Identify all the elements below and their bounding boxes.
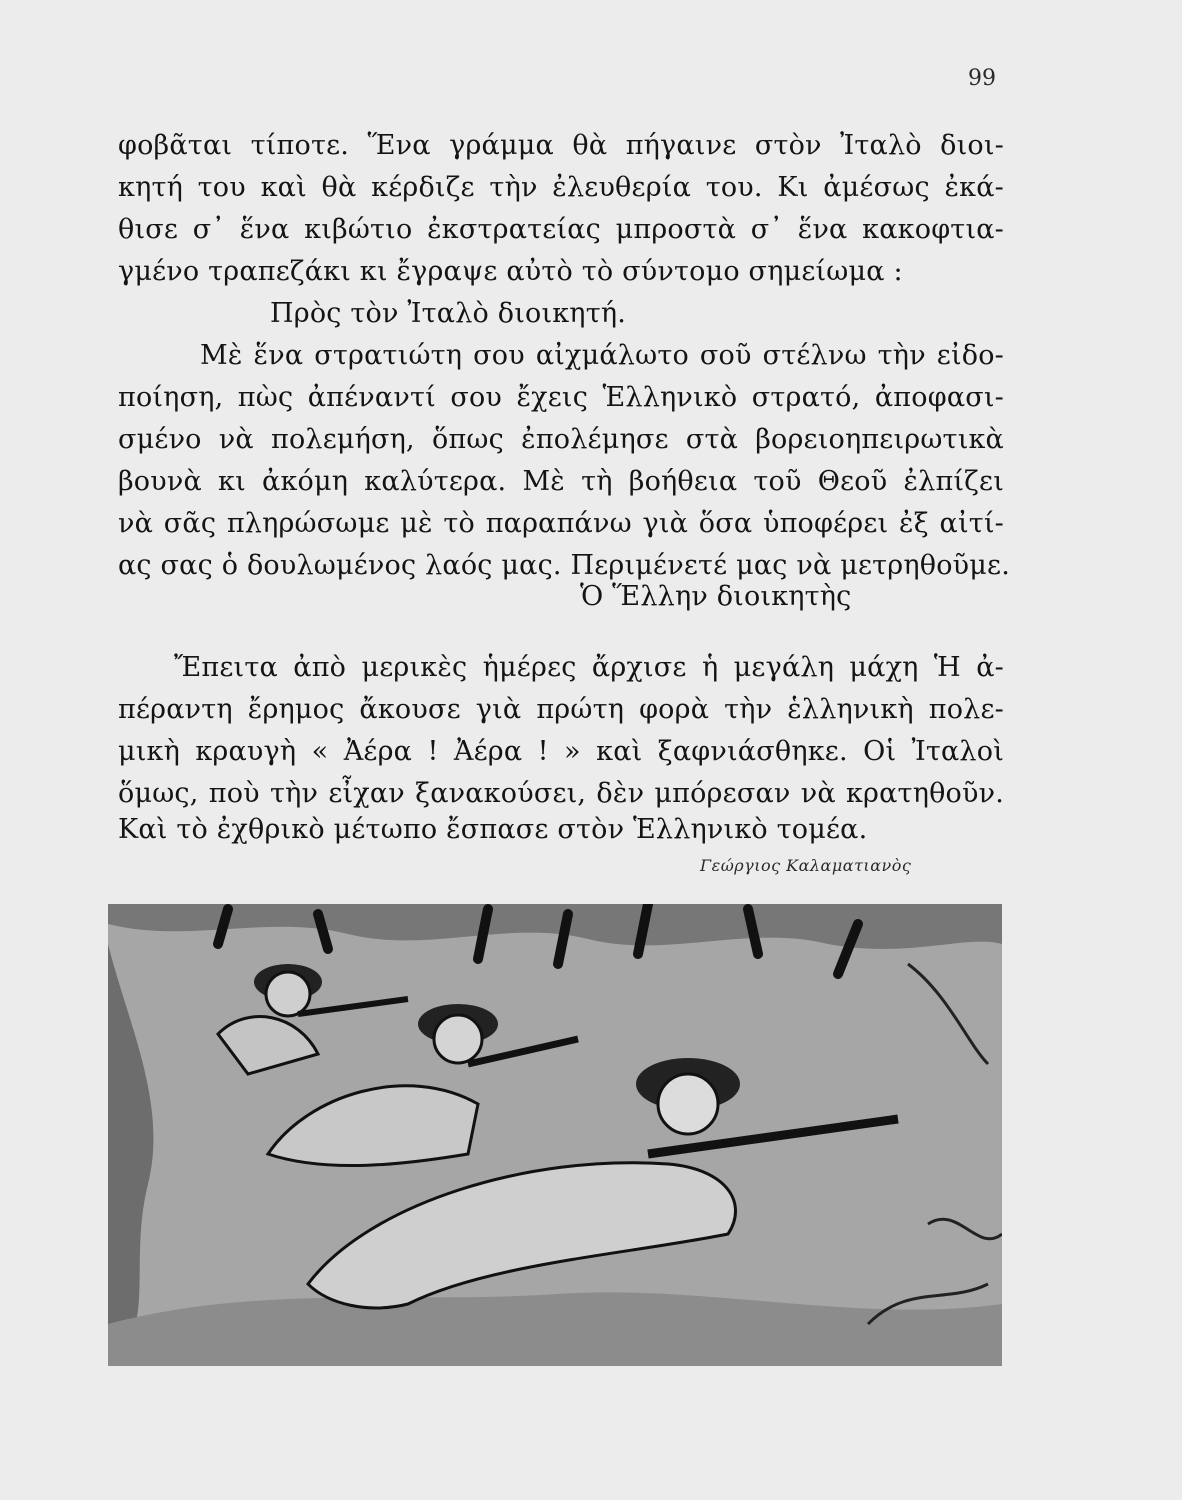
text-line: κητή του καὶ θὰ κέρδιζε τὴν ἐλευθερία του. Κι ἀμέσως ἐκά- xyxy=(118,172,1004,203)
soldiers-illustration xyxy=(108,904,1002,1366)
text-line: σμένο νὰ πολεμήση, ὅπως ἐπολέμησε στὰ βορειοηπειρωτικὰ xyxy=(118,424,1004,455)
text-line: Καὶ τὸ ἐχθρικὸ μέτωπο ἔσπασε στὸν Ἑλληνικὸ τομέα. xyxy=(118,814,868,845)
text-line: Ἔπειτα ἀπὸ μερικὲς ἡμέρες ἄρχισε ἡ μεγάλη μάχη Ἡ ἀ- xyxy=(174,652,1004,683)
woodcut-svg xyxy=(108,904,1002,1366)
text-line: ὅμως, ποὺ τὴν εἶχαν ξανακούσει, δὲν μπόρεσαν νὰ κρατηθοῦν. xyxy=(118,778,1004,809)
text-line: Μὲ ἕνα στρατιώτη σου αἰχμάλωτο σοῦ στέλνω τὴν εἰδο- xyxy=(200,340,1004,371)
text-line: μικὴ κραυγὴ « Ἀέρα ! Ἀέρα ! » καὶ ξαφνιάσθηκε. Οἱ Ἰταλοὶ xyxy=(118,736,1004,767)
salutation: Πρὸς τὸν Ἰταλὸ διοικητή. xyxy=(270,298,626,329)
text-line: πέραντη ἔρημος ἄκουσε γιὰ πρώτη φορὰ τὴν ἑλληνικὴ πολε- xyxy=(118,694,1004,725)
author-credit: Γεώργιος Καλαματιανὸς xyxy=(700,856,912,875)
text-line: θισε σ᾿ ἕνα κιβώτιο ἐκστρατείας μπροστὰ σ᾿ ἕνα κακοφτια- xyxy=(118,214,1004,245)
text-line: ας σας ὁ δουλωμένος λαός μας. Περιμένετέ μας νὰ μετρηθοῦμε. xyxy=(118,550,1010,581)
text-line: φοβᾶται τίποτε. Ἕνα γράμμα θὰ πήγαινε στὸν Ἰταλὸ διοι- xyxy=(118,130,1004,161)
signature-line: Ὁ Ἕλλην διοικητὴς xyxy=(580,581,852,612)
text-line: ποίηση, πὼς ἀπέναντί σου ἔχεις Ἑλληνικὸ στρατό, ἀποφασι- xyxy=(118,382,1004,413)
text-line: βουνὰ κι ἀκόμη καλύτερα. Μὲ τὴ βοήθεια τοῦ Θεοῦ ἐλπίζει xyxy=(118,466,1004,497)
page-number: 99 xyxy=(968,66,996,91)
text-line: γμένο τραπεζάκι κι ἔγραψε αὐτὸ τὸ σύντομο σημείωμα : xyxy=(118,256,903,287)
text-line: νὰ σᾶς πληρώσωμε μὲ τὸ παραπάνω γιὰ ὅσα ὑποφέρει ἐξ αἰτί- xyxy=(118,508,1004,539)
